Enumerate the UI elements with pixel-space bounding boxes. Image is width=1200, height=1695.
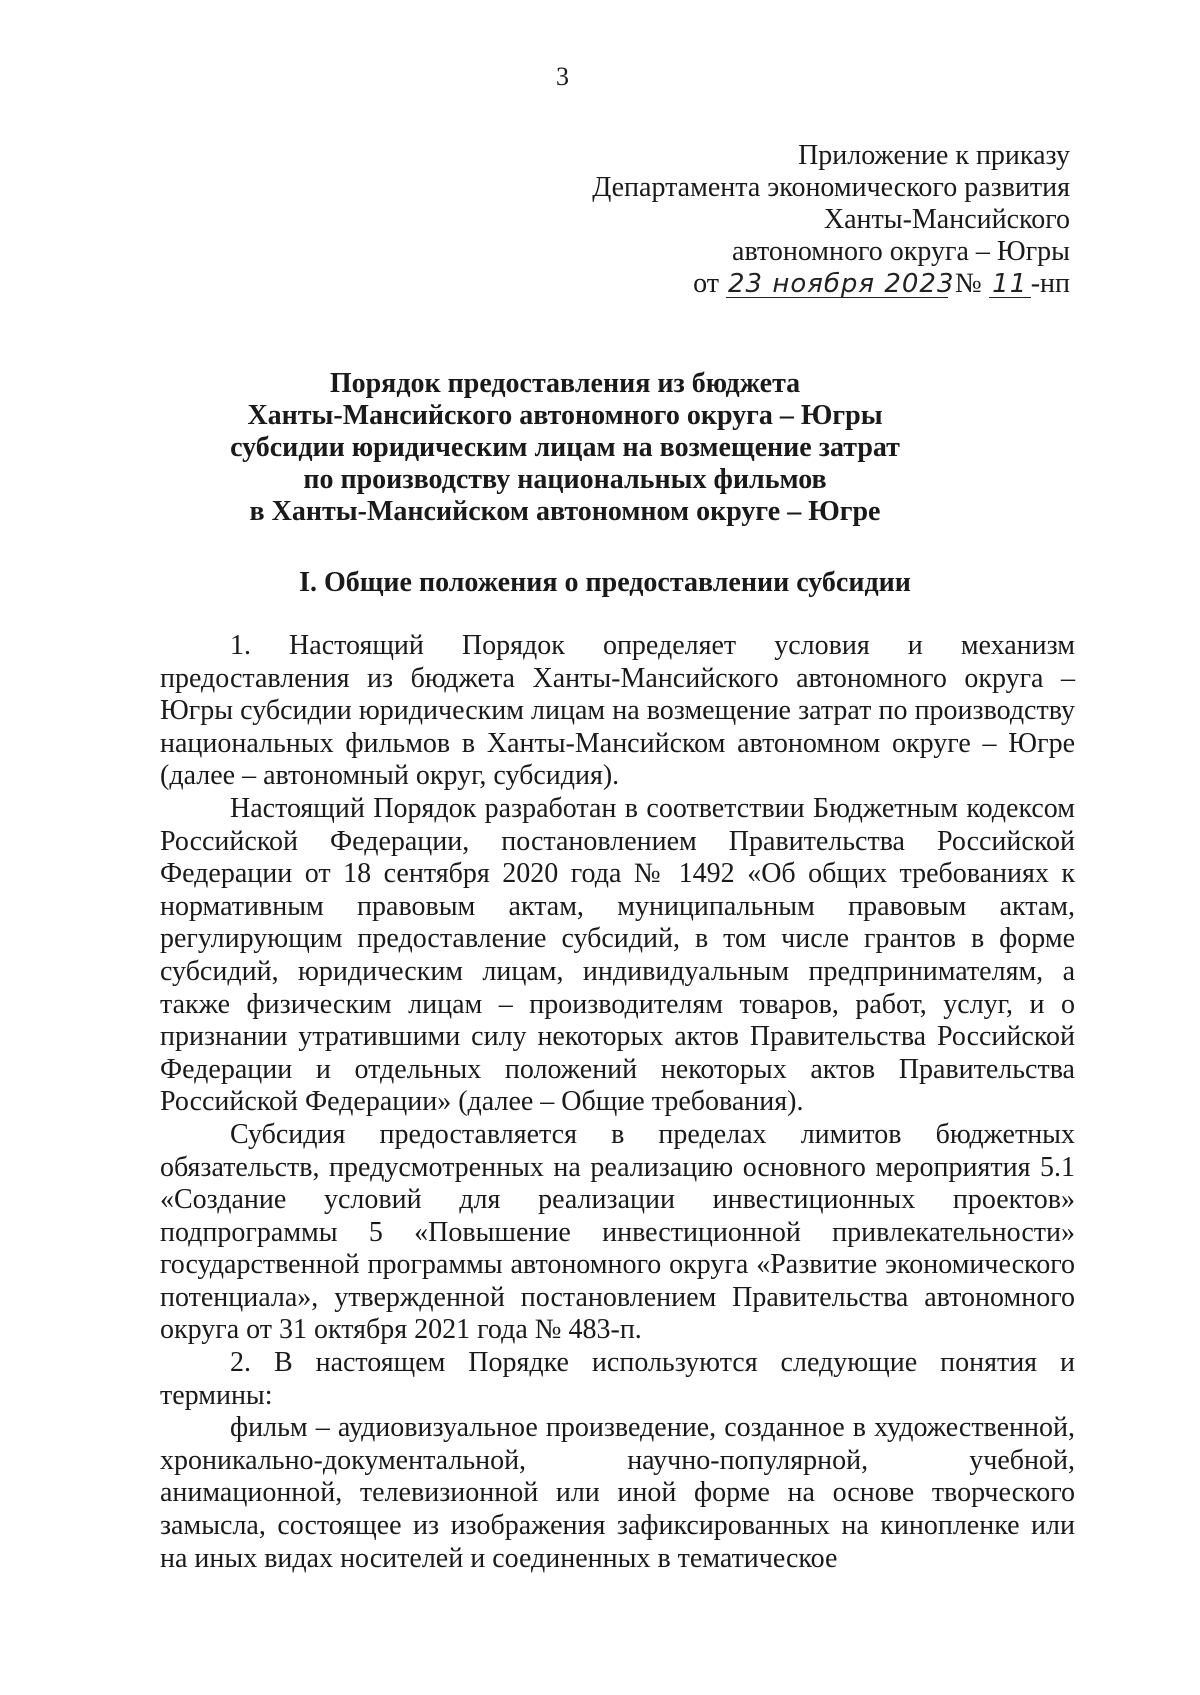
paragraph-4: 2. В настоящем Порядке используются следующие понятия и термины: [160,1347,1075,1411]
title-line-2: Ханты-Мансийского автономного округа – Югры [247,400,883,431]
paragraph-3: Субсидия предоставляется в пределах лимитов бюджетных обязательств, предусмотренных на реализацию основного мероприятия 5.1 «Создание условий для реализации инвестиционных проектов» подпрограммы 5 «Повышение инвестиционной привлекательности» государственной программы автономного округа «Развитие экономического потенциала», утвержденной постановлением Правительства автономного округа от 31 октября 2021 года № 483-п. [160,1118,1075,1346]
paragraph-5: фильм – аудиовизуальное произведение, созданное в художественной, хроникально-документальной, научно-популярной, учебной, анимационной, телевизионной или иной форме на основе творческого замысла, состоящее из изображения зафиксированных на кинопленке или на иных видах носителей и соединенных в тематическое [160,1412,1075,1574]
appendix-header [592,140,1070,300]
date-prefix: от [693,268,719,299]
title-line-4: по производству национальных фильмов [303,464,827,495]
paragraph-2: Настоящий Порядок разработан в соответствии Бюджетным кодексом Российской Федерации, постановлением Правительства Российской Федерации от 18 сентября 2020 года № 1492 «Об общих требованиях к нормативным правовым актам, муниципальным правовым актам, регулирующим предоставление субсидий, в том числе грантов в форме субсидий, юридическим лицам, индивидуальным предпринимателям, а также физическим лицам – производителям товаров, работ, услуг, и о признании утратившими силу некоторых актов Правительства Российской Федерации и отдельных положений некоторых актов Правительства Российской Федерации» (далее – Общие требования). [160,792,1075,1118]
paragraph-1: 1. Настоящий Порядок определяет условия и механизм предоставления из бюджета Ханты-Мансийского автономного округа – Югры субсидии юридическим лицам на возмещение затрат по производству национальных фильмов в Ханты-Мансийском автономном округе – Югре (далее – автономный округ, субсидия). [160,630,1075,792]
appendix-line-4: автономного округа – Югры [732,236,1070,267]
document-body [160,630,1075,1575]
appendix-line-3: Ханты-Мансийского [823,204,1070,235]
appendix-line-2: Департамента экономического развития [592,172,1070,203]
number-prefix: № [954,268,982,299]
title-line-3: субсидии юридическим лицам на возмещение затрат [230,432,900,463]
title-line-5: в Ханты-Мансийском автономном округе – Югре [249,496,881,527]
document-title [0,368,1130,528]
handwritten-number: 11 [989,271,1031,298]
appendix-date-line [592,268,1070,300]
page-number: 3 [556,62,569,91]
handwritten-date: 23 ноября 2023 [727,269,955,299]
number-suffix: -нп [1030,268,1070,299]
title-line-1: Порядок предоставления из бюджета [329,368,801,399]
section-heading: I. Общие положения о предоставлении субсидии [299,567,911,598]
appendix-line-1: Приложение к приказу [798,140,1070,171]
